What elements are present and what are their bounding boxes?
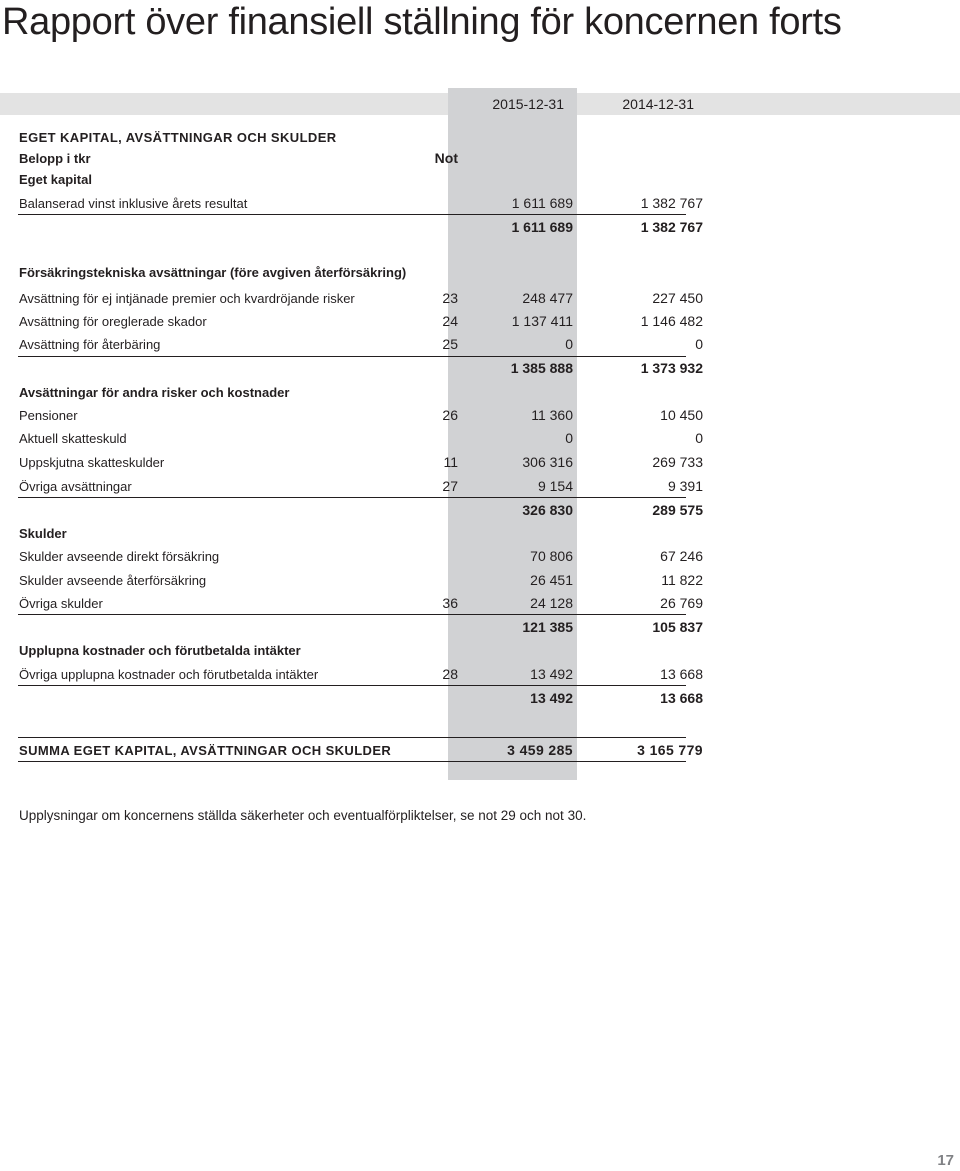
group-heading-liabilities: Skulder bbox=[19, 526, 67, 541]
group-heading-other-provisions: Avsättningar för andra risker och kostnader bbox=[19, 385, 290, 400]
grand-total-rule bbox=[18, 737, 686, 738]
footnote: Upplysningar om koncernens ställda säkerheter och eventualförpliktelser, se not 29 och not 30. bbox=[19, 808, 587, 823]
table-row: Skulder avseende direkt försäkring 70 806 67 246 bbox=[19, 548, 703, 564]
grand-total-rule-bottom bbox=[18, 761, 686, 762]
table-row: Övriga upplupna kostnader och förutbetalda intäkter 28 13 492 13 668 bbox=[19, 666, 703, 682]
section-heading: EGET KAPITAL, AVSÄTTNINGAR OCH SKULDER bbox=[19, 130, 337, 145]
subtotal-rule bbox=[18, 685, 686, 686]
note-column-header: Not bbox=[434, 150, 458, 166]
table-row: Uppskjutna skatteskulder 11 306 316 269 733 bbox=[19, 454, 703, 470]
table-row: Avsättning för återbäring 25 0 0 bbox=[19, 336, 703, 352]
table-row: Skulder avseende återförsäkring 26 451 11 822 bbox=[19, 572, 703, 588]
table-row: Övriga skulder 36 24 128 26 769 bbox=[19, 595, 703, 611]
group-heading-accruals: Upplupna kostnader och förutbetalda intäkter bbox=[19, 643, 301, 658]
page-title: Rapport över finansiell ställning för koncernen forts bbox=[2, 1, 842, 43]
subtotal-rule bbox=[18, 214, 686, 215]
table-row: Avsättning för ej intjänade premier och kvardröjande risker 23 248 477 227 450 bbox=[19, 290, 703, 306]
subtotal-rule bbox=[18, 614, 686, 615]
column-header-2015: 2015-12-31 bbox=[492, 96, 564, 112]
subtotal-rule bbox=[18, 497, 686, 498]
group-heading-technical: Försäkringstekniska avsättningar (före avgiven återförsäkring) bbox=[19, 265, 407, 280]
unit-row: Belopp i tkr Not bbox=[18, 147, 686, 170]
table-row: Pensioner 26 11 360 10 450 bbox=[19, 407, 703, 423]
subtotal-row-other-provisions: 326 830 289 575 bbox=[522, 502, 703, 518]
page-number: 17 bbox=[937, 1152, 954, 1169]
table-row: Aktuell skatteskuld 0 0 bbox=[19, 430, 703, 446]
table-row: Avsättning för oreglerade skador 24 1 137 411 1 146 482 bbox=[19, 313, 703, 329]
table-row: Övriga avsättningar 27 9 154 9 391 bbox=[19, 478, 703, 494]
grand-total-row: SUMMA EGET KAPITAL, AVSÄTTNINGAR OCH SKULDER 3 459 285 3 165 779 bbox=[19, 742, 703, 758]
subtotal-row-equity: 1 611 689 1 382 767 bbox=[511, 219, 703, 235]
column-header-2014: 2014-12-31 bbox=[622, 96, 694, 112]
table-row: Balanserad vinst inklusive årets resultat 1 611 689 1 382 767 bbox=[19, 195, 703, 211]
group-heading-equity: Eget kapital bbox=[19, 172, 92, 187]
subtotal-row-technical: 1 385 888 1 373 932 bbox=[510, 360, 703, 376]
subtotal-row-accruals: 13 492 13 668 bbox=[530, 690, 703, 706]
subtotal-row-liabilities: 121 385 105 837 bbox=[522, 619, 703, 635]
